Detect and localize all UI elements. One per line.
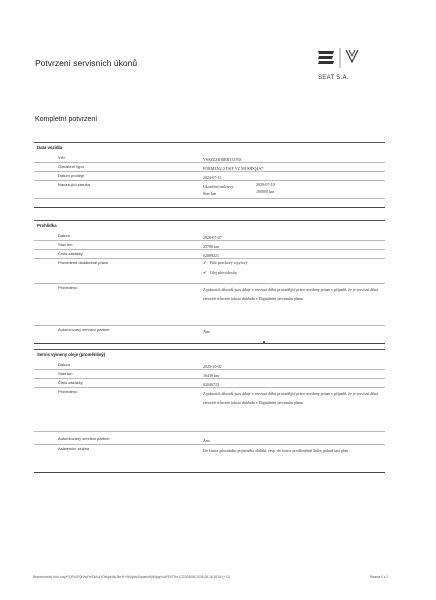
row-value: 2025-10-02 (203, 363, 222, 369)
row-label: Stav km (58, 241, 73, 247)
row-value: Z právních důvodů jsou údaje o servisní důlní provádějící práce uvedeny pouze v případě, že je servisní dílna zároveň tvůrcem tohoto dokladu v Digitálním servisním plánu (203, 286, 379, 301)
row-value: 02046722 (203, 381, 219, 387)
row-value: 25788 km (203, 243, 220, 249)
row-label: Autorizovaný servisní partner (58, 436, 110, 441)
row-value-2: 100000 km (256, 189, 275, 194)
row-value: Ano (203, 438, 210, 443)
document-subtitle: Kompletní potvrzení (35, 116, 98, 123)
row-label: Datum (58, 361, 70, 367)
scan-dot (263, 341, 265, 343)
section-title: Data vozidla (37, 145, 63, 150)
table-row (34, 180, 385, 199)
page-title: Potvrzení servisních úkonů (35, 58, 138, 68)
row-label: Datum (58, 232, 70, 238)
row-value: Stav km (203, 191, 217, 196)
row-label: Provedeno (58, 284, 78, 290)
footer-security-code: Bezpečnostní kód: ouy/fYQFx1PQrVwFmTWLdYOl/kjnNNL3hrYt+WVfptiv30ptaboRjhNlpgVuuFEh7Ttu CZ2304006 2026-08-18 18:34 (+13) (33, 575, 230, 579)
row-label: Označení typu (58, 163, 84, 169)
row-value: FORMEN2.0 TSIF VZ M190DQ4A7 (203, 165, 264, 171)
row-label: VIN (58, 154, 65, 160)
seat-s-icon (318, 51, 334, 64)
section-title: Prohlídka (37, 223, 57, 228)
page-number: Strana 1 z 2 (370, 575, 389, 579)
section-title: Servis výmeny oleje (proměnlivý) (37, 352, 106, 357)
row-label: Asistenční služba (58, 445, 90, 451)
table-row (34, 444, 385, 472)
table-row (34, 283, 385, 326)
vehicle-data-section (34, 142, 385, 208)
row-label: Stav km (58, 370, 73, 376)
table-row (34, 258, 385, 284)
brand-name: SEAT S.A. (318, 75, 349, 81)
oil-service-section (34, 349, 385, 473)
table-row (34, 325, 385, 334)
cupra-icon (346, 50, 358, 62)
row-value: 02089221 (203, 252, 219, 258)
checkmark-icon: ✔ (203, 260, 207, 265)
row-label: Číslo zakázky (58, 379, 83, 385)
row-value: Ukončení smlouvy (203, 183, 234, 189)
row-value: 2026-07-07 (203, 234, 222, 240)
table-row (34, 387, 385, 432)
inspection-section (34, 220, 385, 344)
list-item: ✔ Olej převodovky (203, 268, 237, 278)
row-label: Provedené dodatečné práce (58, 259, 109, 265)
table-row (34, 431, 385, 445)
checkmark-icon: ✔ (203, 270, 207, 275)
row-value: 16439 km (203, 372, 220, 378)
row-label: Navazující záruka (58, 181, 90, 187)
row-value: Ano (203, 328, 210, 334)
row-label: Autorizovaný servisní partner (58, 326, 110, 332)
row-value: Do konce původního pojistného období, resp. do konce prodloužené lhůty, pokud tato platí (203, 447, 349, 453)
row-value: VSSZZZKMRR133763 (203, 156, 242, 162)
row-label: Datum prodeje (58, 172, 85, 178)
seat-logo (316, 44, 386, 92)
row-value: 2024-07-11 (203, 174, 222, 180)
row-label: Provedeno (58, 388, 78, 394)
list-item: ✔ Filtr prachový a pylový (203, 258, 248, 268)
row-label: Číslo zakázky (58, 250, 83, 256)
row-value: Z právních důvodů jsou údaje o servisní důlní provádějící práce uvedeny pouze v případě, že je servisní dílna zároveň tvůrcem tohoto dokladu v Digitálním servisním plánu (203, 390, 379, 405)
row-value-2: 2029-07-10 (256, 181, 275, 187)
